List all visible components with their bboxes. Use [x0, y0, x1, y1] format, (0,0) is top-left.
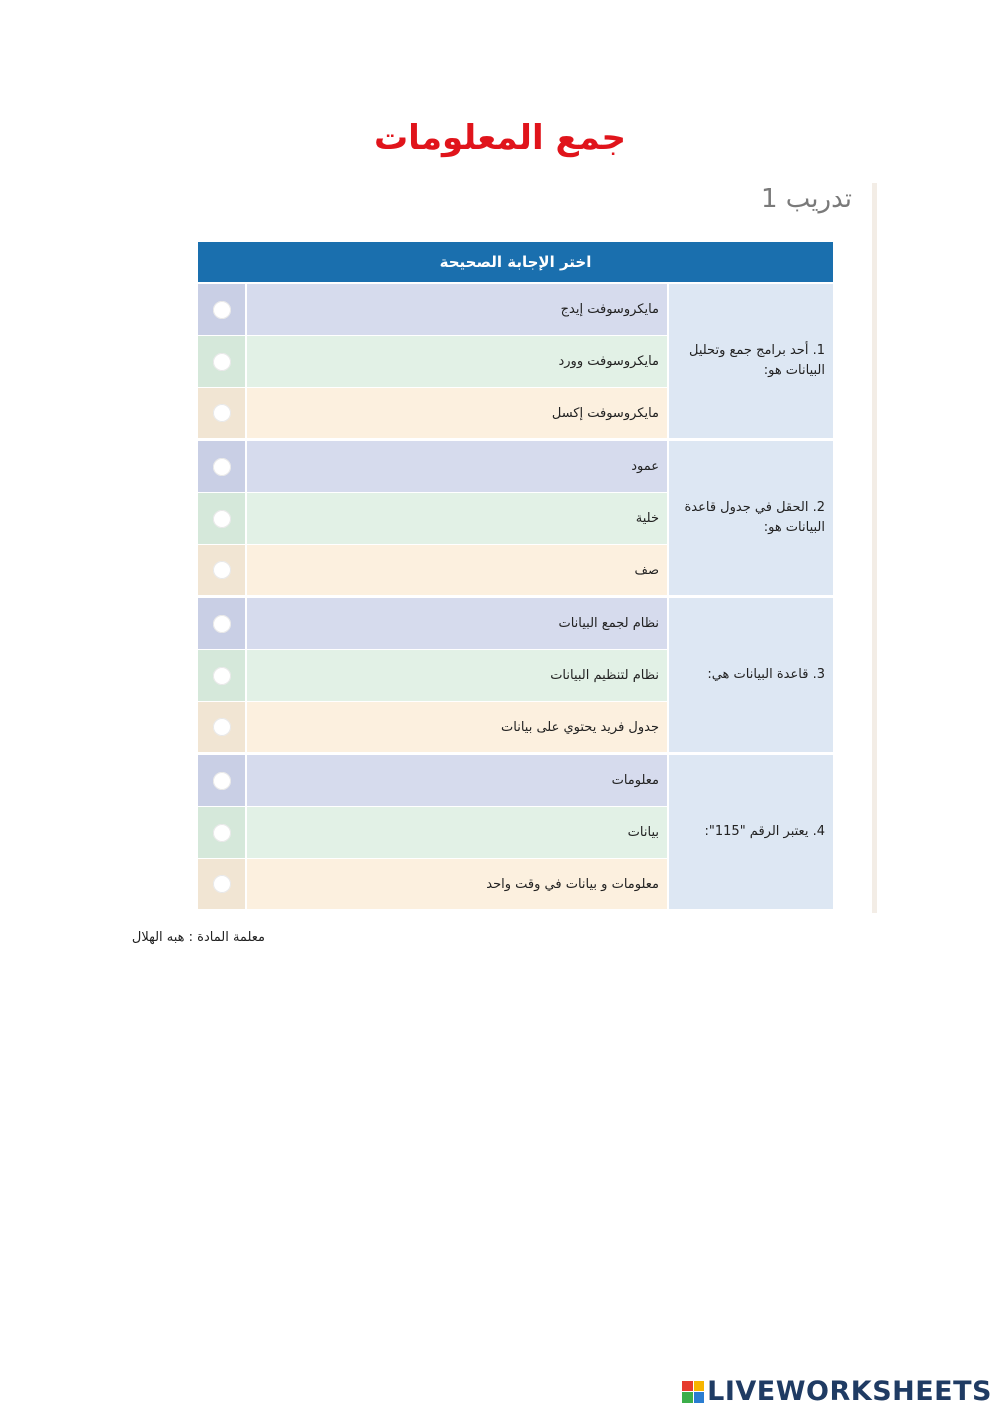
option-text: معلومات و بيانات في وقت واحد [247, 859, 667, 909]
option-row[interactable] [198, 388, 667, 438]
brand-logo-square [682, 1392, 693, 1403]
side-divider [872, 183, 877, 913]
radio-button[interactable] [213, 510, 231, 528]
quiz-header: اختر الإجابة الصحيحة [198, 242, 833, 284]
radio-button[interactable] [213, 718, 231, 736]
option-text: جدول فريد يحتوي على بيانات [247, 702, 667, 752]
quiz-table [198, 242, 833, 909]
option-row[interactable] [198, 336, 667, 388]
question-block-4 [198, 755, 833, 909]
option-row[interactable] [198, 755, 667, 807]
question-block-2 [198, 441, 833, 598]
option-row[interactable] [198, 493, 667, 545]
option-text: نظام لتنظيم البيانات [247, 650, 667, 701]
option-row[interactable] [198, 284, 667, 336]
option-text: مايكروسوفت وورد [247, 336, 667, 387]
liveworksheets-logo[interactable] [682, 1376, 992, 1407]
question-text: 4. يعتبر الرقم "115": [667, 755, 833, 909]
radio-button[interactable] [213, 824, 231, 842]
option-row[interactable] [198, 702, 667, 752]
radio-button[interactable] [213, 353, 231, 371]
radio-button[interactable] [213, 404, 231, 422]
option-text: صف [247, 545, 667, 595]
option-row[interactable] [198, 807, 667, 859]
option-text: عمود [247, 441, 667, 492]
option-text: خلية [247, 493, 667, 544]
radio-button[interactable] [213, 772, 231, 790]
question-text: 2. الحقل في جدول قاعدة البيانات هو: [667, 441, 833, 595]
radio-button[interactable] [213, 667, 231, 685]
options-list [198, 284, 667, 438]
question-block-1 [198, 284, 833, 441]
options-list [198, 441, 667, 595]
teacher-credit: معلمة المادة : هبه الهلال [131, 930, 265, 945]
brand-logo-square [694, 1381, 705, 1392]
question-block-3 [198, 598, 833, 755]
option-text: بيانات [247, 807, 667, 858]
brand-logo-square [682, 1381, 693, 1392]
option-row[interactable] [198, 650, 667, 702]
radio-button[interactable] [213, 561, 231, 579]
option-row[interactable] [198, 859, 667, 909]
option-row[interactable] [198, 598, 667, 650]
brand-logo-icon [682, 1381, 704, 1403]
option-row[interactable] [198, 545, 667, 595]
option-text: مايكروسوفت إيدج [247, 284, 667, 335]
option-text: مايكروسوفت إكسل [247, 388, 667, 438]
radio-button[interactable] [213, 458, 231, 476]
option-row[interactable] [198, 441, 667, 493]
page-title: جمع المعلومات [374, 118, 626, 158]
brand-logo-square [694, 1392, 705, 1403]
radio-button[interactable] [213, 875, 231, 893]
radio-button[interactable] [213, 615, 231, 633]
option-text: معلومات [247, 755, 667, 806]
question-text: 1. أحد برامج جمع وتحليل البيانات هو: [667, 284, 833, 438]
options-list [198, 755, 667, 909]
options-list [198, 598, 667, 752]
exercise-label: تدريب 1 [760, 184, 852, 214]
brand-name: LIVEWORKSHEETS [707, 1376, 992, 1407]
option-text: نظام لجمع البيانات [247, 598, 667, 649]
radio-button[interactable] [213, 301, 231, 319]
question-text: 3. قاعدة البيانات هي: [667, 598, 833, 752]
